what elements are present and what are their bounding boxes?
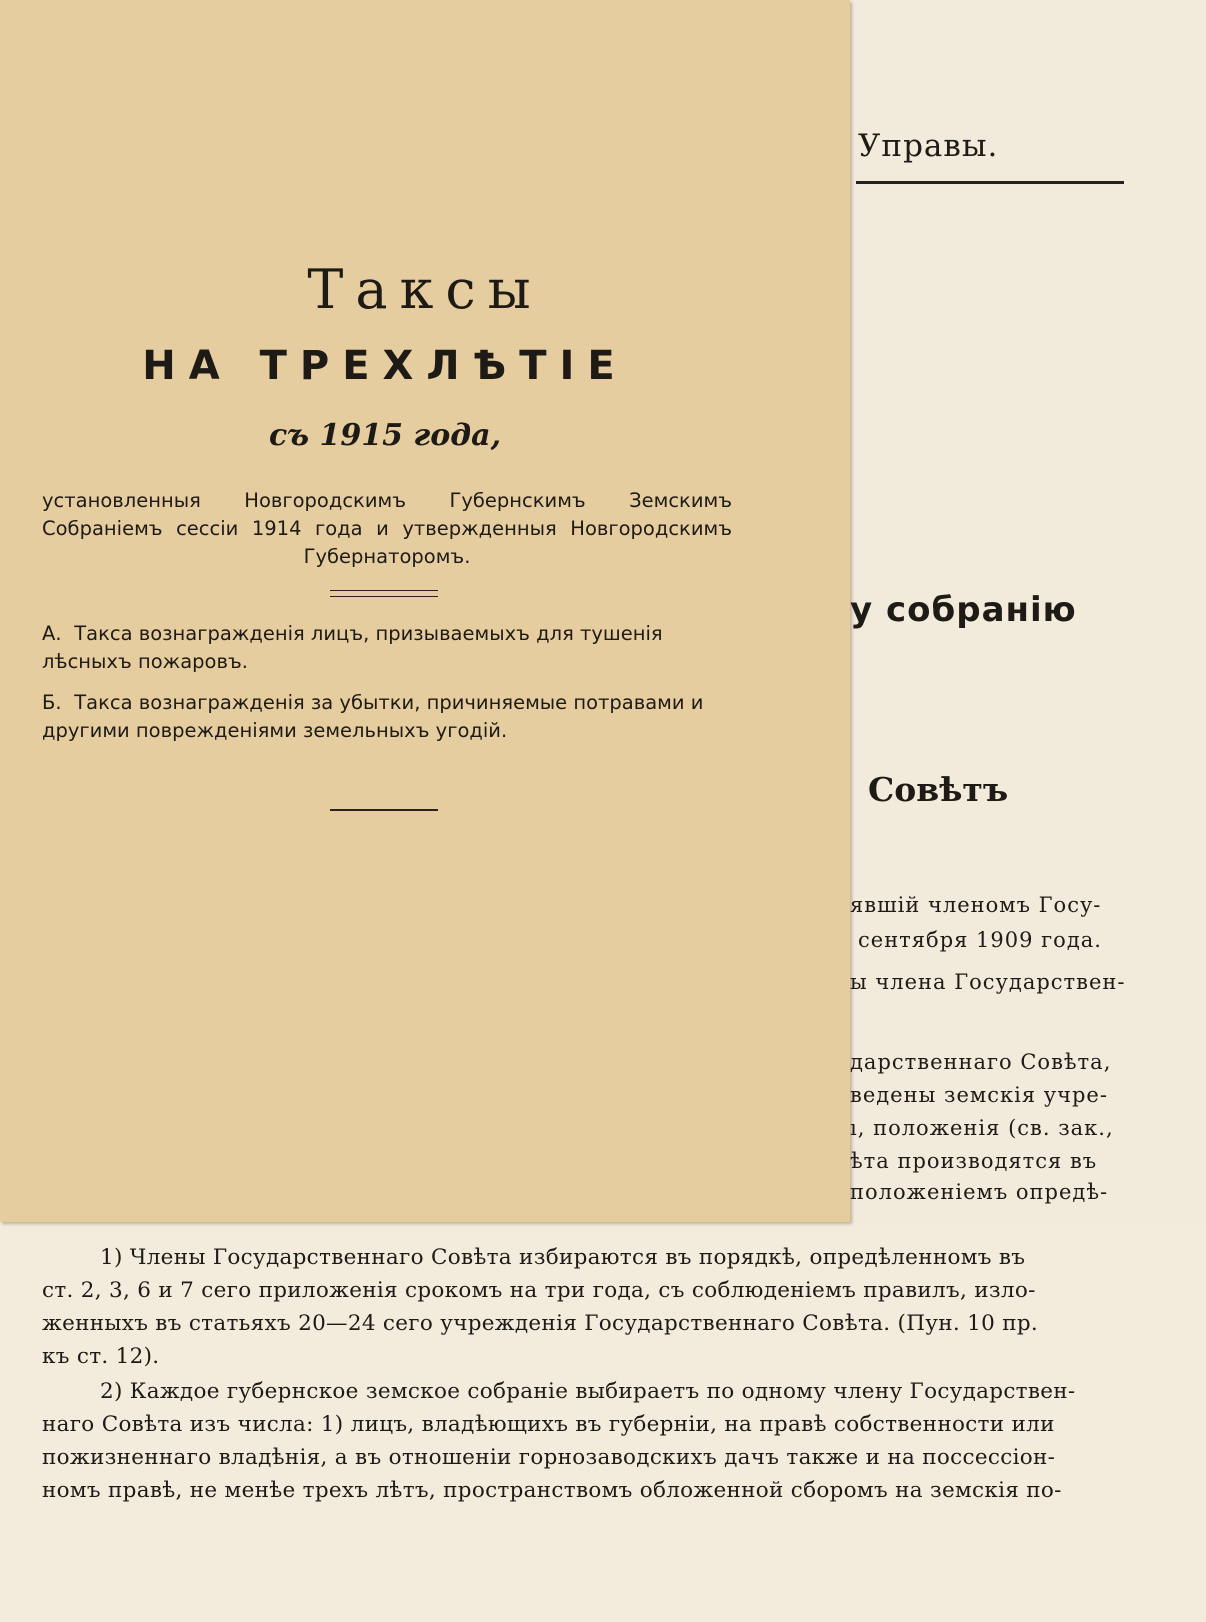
item-text: Такса вознагражденія за убытки, причиняемые потравами и другими поврежденіями земельныхъ угодій. <box>42 691 704 742</box>
text-line: номъ правѣ, не менѣе трехъ лѣтъ, пространствомъ обложенной сборомъ на земскія по- <box>42 1478 1062 1503</box>
sheet-subtitle: НА ТРЕХЛѢТІЕ <box>142 343 628 389</box>
underlying-page <box>850 0 1206 1222</box>
text-line: ст. 2, 3, 6 и 7 сего приложенія срокомъ на три года, съ соблюденіемъ правилъ, изло- <box>42 1278 1036 1303</box>
paragraph-1 <box>42 1241 1124 1373</box>
underlying-heading-sovet: Совѣтъ <box>868 770 1009 809</box>
text-line: наго Совѣта изъ числа: 1) лицъ, владѣющихъ въ губерніи, на правѣ собственности или <box>42 1412 1055 1437</box>
underlying-line: явшій членомъ Госу- <box>850 893 1102 917</box>
underlying-line: ѣта производятся въ <box>850 1149 1098 1173</box>
sheet-item-b <box>42 689 732 745</box>
underlying-line: ведены земскія учре- <box>850 1083 1108 1107</box>
underlying-line: ы члена Государствен- <box>850 970 1126 994</box>
underlying-header: Управы. <box>858 128 999 164</box>
text-line: женныхъ въ статьяхъ 20—24 сего учрежденія Государственнаго Совѣта. (Пун. 10 пр. <box>42 1311 1039 1336</box>
sheet-title: Таксы <box>307 258 543 321</box>
underlying-header-rule <box>856 181 1124 184</box>
text-line: пожизненнаго владѣнія, а въ отношеніи горнозаводскихъ дачъ также и на поссессіон- <box>42 1445 1056 1470</box>
sheet-intro: установленныя Новгородскимъ Губернскимъ Земскимъ Собраніемъ сессіи 1914 года и утвержденныя Новгородскимъ Губернаторомъ. <box>42 489 732 568</box>
paragraph-2 <box>42 1375 1124 1507</box>
text-line: къ ст. 12). <box>42 1344 160 1369</box>
closing-rule-divider <box>330 809 438 811</box>
item-label: Б. <box>42 691 62 714</box>
sheet-year: съ 1915 года, <box>268 418 502 453</box>
text-line: 2) Каждое губернское земское собраніе выбираетъ по одному члену Государствен- <box>100 1379 1076 1404</box>
underlying-line: дарственнаго Совѣта, <box>850 1050 1112 1074</box>
text-line: 1) Члены Государственнаго Совѣта избираются въ порядкѣ, опредѣленномъ въ <box>100 1245 1026 1270</box>
underlying-line: ı, положенія (св. зак., <box>850 1116 1114 1140</box>
double-rule-divider <box>330 590 438 597</box>
underlying-heading-sobraniyu: у собранію <box>850 590 1077 630</box>
underlying-line: сентября 1909 года. <box>858 928 1102 952</box>
item-text: Такса вознагражденія лицъ, призываемыхъ для тушенія лѣсныхъ пожаровъ. <box>42 622 663 673</box>
sheet-item-a <box>42 620 732 676</box>
item-label: А. <box>42 622 62 645</box>
underlying-line: положеніемъ опредѣ- <box>850 1180 1109 1204</box>
